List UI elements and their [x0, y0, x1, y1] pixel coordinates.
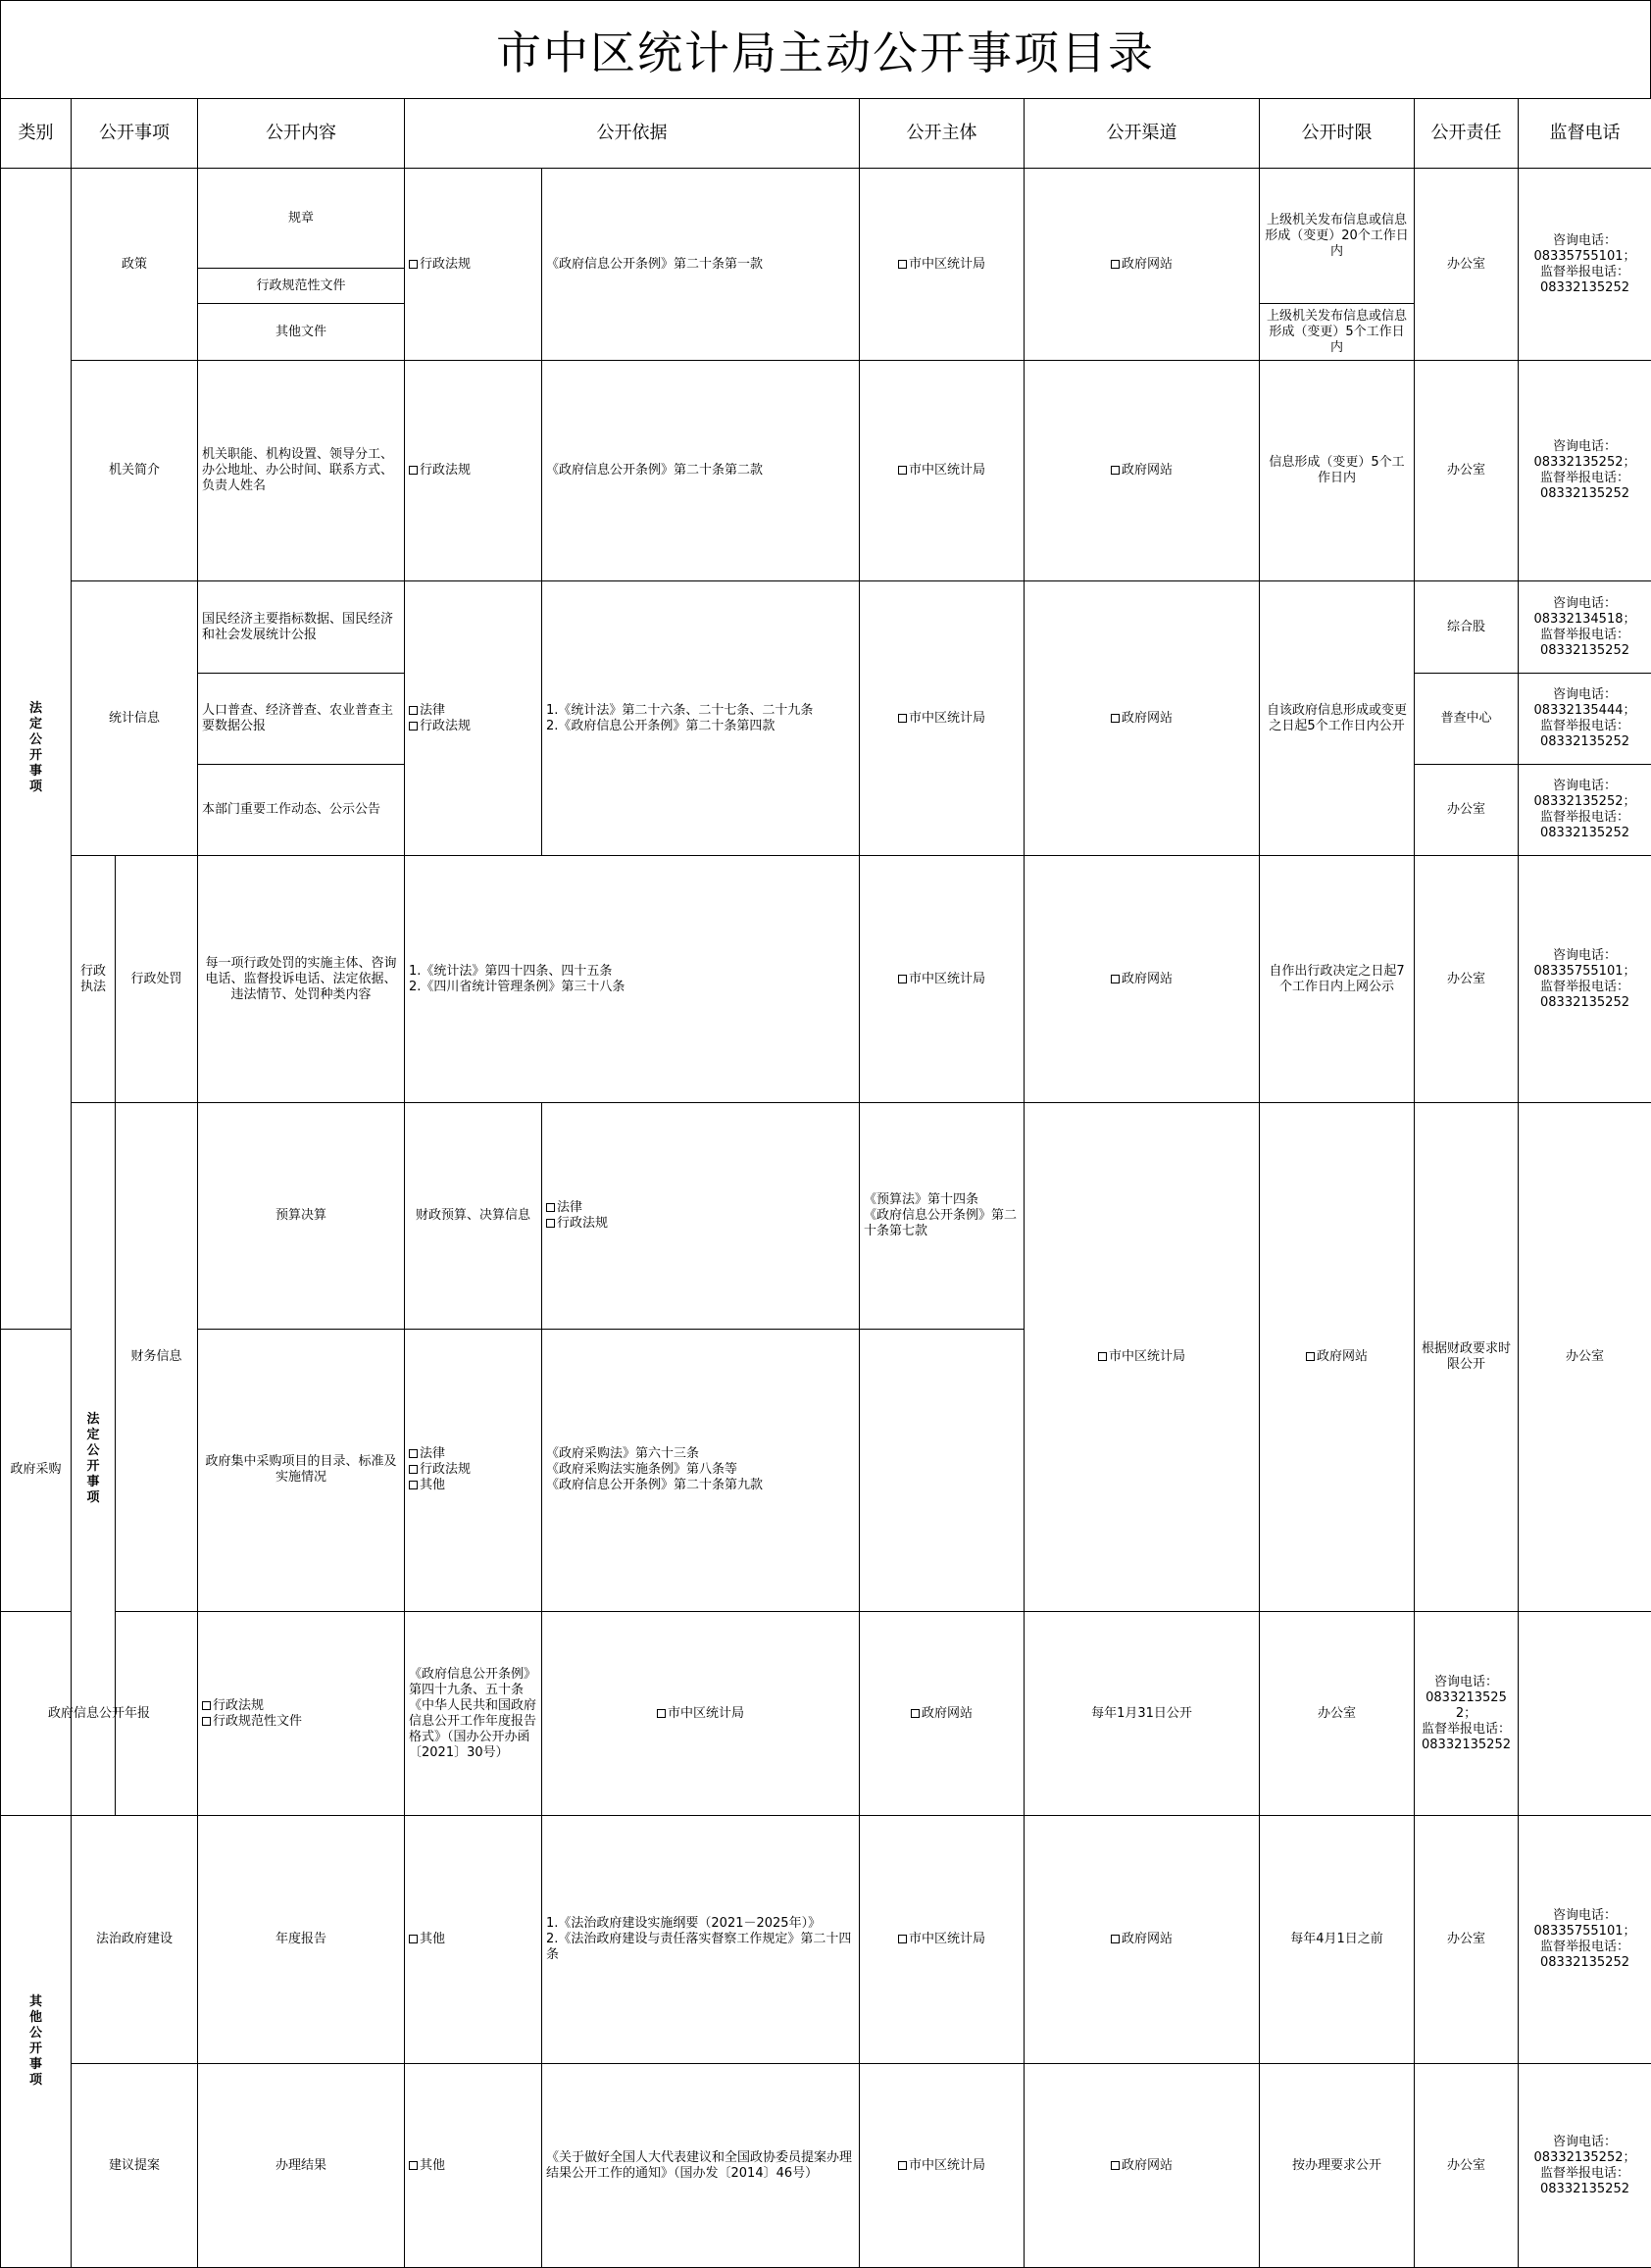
disclosure-table — [0, 98, 1651, 2268]
checkbox-icon — [409, 2161, 418, 2170]
checkbox-icon — [1111, 2161, 1120, 2170]
page-title: 市中区统计局主动公开事项目录 — [0, 0, 1651, 98]
checkbox-icon — [898, 260, 907, 269]
time-limit-cell: 自作出行政决定之日起7个工作日内上网公示 — [1260, 856, 1415, 1103]
category-cell: 其 他 公 开 事 项 — [1, 1816, 72, 2268]
header-time-limit: 公开时限 — [1260, 99, 1415, 169]
checkbox-icon — [898, 714, 907, 723]
time-limit-cell: 每年4月1日之前 — [1260, 1816, 1415, 2064]
content-cell: 本部门重要工作动态、公示公告 — [198, 765, 405, 856]
header-subject: 公开主体 — [860, 99, 1025, 169]
channel-cell: 政府网站 — [1025, 1816, 1260, 2064]
basis-cell: 1.《统计法》第四十四条、四十五条 2.《四川省统计管理条例》第三十八条 — [405, 856, 860, 1103]
item-cell: 预算决算 — [198, 1103, 405, 1330]
group-cell: 财务信息 — [116, 1103, 198, 1612]
responsibility-cell: 综合股 — [1415, 581, 1519, 674]
channel-cell: 政府网站 — [1025, 2064, 1260, 2268]
responsibility-cell: 办公室 — [1415, 361, 1519, 581]
checkbox-icon — [409, 1449, 418, 1458]
phone-cell: 咨询电话： 08332135252； 监督举报电话： 08332135252 — [1519, 765, 1651, 856]
item-cell: 机关简介 — [72, 361, 198, 581]
content-cell: 其他文件 — [198, 304, 405, 361]
responsibility-cell: 普查中心 — [1415, 674, 1519, 765]
basis-type-cell: 其他 — [405, 2064, 542, 2268]
header-channel: 公开渠道 — [1025, 99, 1260, 169]
item-cell: 政府信息公开年报 — [1, 1612, 198, 1816]
channel-cell: 政府网站 — [860, 1612, 1025, 1816]
responsibility-cell: 办公室 — [1415, 2064, 1519, 2268]
basis-type-cell: 法律 行政法规 — [405, 581, 542, 856]
item-cell: 统计信息 — [72, 581, 198, 856]
header-phone: 监督电话 — [1519, 99, 1651, 169]
table-row — [1, 1103, 1651, 1330]
basis-cell: 《政府信息公开条例》第二十条第二款 — [542, 361, 860, 581]
header-content: 公开内容 — [198, 99, 405, 169]
phone-cell: 咨询电话： 08332135252； 监督举报电话： 08332135252 — [1519, 361, 1651, 581]
basis-type-cell: 行政法规 行政规范性文件 — [198, 1612, 405, 1816]
checkbox-icon — [898, 975, 907, 983]
checkbox-icon — [911, 1709, 920, 1718]
time-limit-cell: 信息形成（变更）5个工作日内 — [1260, 361, 1415, 581]
checkbox-icon — [1098, 1352, 1107, 1361]
checkbox-icon — [1111, 714, 1120, 723]
table-row — [1, 581, 1651, 674]
content-cell: 人口普查、经济普查、农业普查主要数据公报 — [198, 674, 405, 765]
content-cell: 国民经济主要指标数据、国民经济和社会发展统计公报 — [198, 581, 405, 674]
item-cell: 建议提案 — [72, 2064, 198, 2268]
content-cell: 办理结果 — [198, 2064, 405, 2268]
time-limit-cell: 上级机关发布信息或信息形成（变更）5个工作日内 — [1260, 304, 1415, 361]
checkbox-icon — [409, 722, 418, 731]
phone-cell: 咨询电话： 08332135444； 监督举报电话： 08332135252 — [1519, 674, 1651, 765]
checkbox-icon — [409, 466, 418, 475]
checkbox-icon — [409, 1465, 418, 1474]
checkbox-icon — [1306, 1352, 1315, 1361]
responsibility-cell: 办公室 — [1260, 1612, 1415, 1816]
subject-cell: 市中区统计局 — [542, 1612, 860, 1816]
content-cell: 规章 — [198, 169, 405, 269]
item-cell: 行政处罚 — [116, 856, 198, 1103]
content-cell: 机关职能、机构设置、领导分工、办公地址、办公时间、联系方式、负责人姓名 — [198, 361, 405, 581]
responsibility-cell: 办公室 — [1415, 1816, 1519, 2064]
basis-cell: 《关于做好全国人大代表建议和全国政协委员提案办理结果公开工作的通知》（国办发〔2014〕46号） — [542, 2064, 860, 2268]
checkbox-icon — [898, 2161, 907, 2170]
subject-cell: 市中区统计局 — [860, 1816, 1025, 2064]
header-category: 类别 — [1, 99, 72, 169]
item-cell: 政策 — [72, 169, 198, 361]
checkbox-icon — [657, 1709, 666, 1718]
checkbox-icon — [1111, 975, 1120, 983]
basis-cell: 1.《统计法》第二十六条、二十七条、二十九条 2.《政府信息公开条例》第二十条第四款 — [542, 581, 860, 856]
checkbox-icon — [409, 1481, 418, 1489]
header-row — [1, 99, 1651, 169]
time-limit-cell: 按办理要求公开 — [1260, 2064, 1415, 2268]
item-cell: 法治政府建设 — [72, 1816, 198, 2064]
subject-cell: 市中区统计局 — [1025, 1103, 1260, 1612]
checkbox-icon — [202, 1717, 211, 1726]
category-cell: 法 定 公 开 事 项 — [1, 169, 72, 1330]
checkbox-icon — [898, 466, 907, 475]
subject-cell: 市中区统计局 — [860, 2064, 1025, 2268]
basis-type-cell: 行政法规 — [405, 361, 542, 581]
category-cell: 法 定 公 开 事 项 — [72, 1103, 116, 1816]
channel-cell: 政府网站 — [1025, 361, 1260, 581]
content-cell: 每一项行政处罚的实施主体、咨询电话、监督投诉电话、法定依据、违法情节、处罚种类内容 — [198, 856, 405, 1103]
basis-type-cell: 法律 行政法规 其他 — [405, 1329, 542, 1611]
checkbox-icon — [409, 706, 418, 715]
subject-cell: 市中区统计局 — [860, 169, 1025, 361]
time-limit-cell: 上级机关发布信息或信息形成（变更）20个工作日内 — [1260, 169, 1415, 304]
checkbox-icon — [1111, 260, 1120, 269]
basis-cell: 《政府信息公开条例》第二十条第一款 — [542, 169, 860, 361]
channel-cell: 政府网站 — [1260, 1103, 1415, 1612]
phone-cell: 咨询电话： 08335755101； 监督举报电话： 08332135252 — [1519, 169, 1651, 361]
responsibility-cell: 办公室 — [1415, 856, 1519, 1103]
content-cell: 政府集中采购项目的目录、标准及实施情况 — [198, 1329, 405, 1611]
basis-cell: 《预算法》第十四条 《政府信息公开条例》第二十条第七款 — [860, 1103, 1025, 1330]
table-row — [1, 1612, 1651, 1816]
channel-cell: 政府网站 — [1025, 169, 1260, 361]
checkbox-icon — [546, 1203, 555, 1212]
basis-cell: 《政府采购法》第六十三条 《政府采购法实施条例》第八条等 《政府信息公开条例》第二十条第九款 — [542, 1329, 860, 1611]
checkbox-icon — [409, 260, 418, 269]
time-limit-cell: 每年1月31日公开 — [1025, 1612, 1260, 1816]
table-row — [1, 361, 1651, 581]
checkbox-icon — [202, 1701, 211, 1710]
item-cell: 政府采购 — [1, 1329, 72, 1611]
content-cell: 年度报告 — [198, 1816, 405, 2064]
table-row — [1, 856, 1651, 1103]
basis-cell: 《政府信息公开条例》第四十九条、五十条 《中华人民共和国政府信息公开工作年度报告格式》（国办公开办函〔2021〕30号） — [405, 1612, 542, 1816]
checkbox-icon — [1111, 1935, 1120, 1943]
header-basis: 公开依据 — [405, 99, 860, 169]
group-cell: 行政执法 — [72, 856, 116, 1103]
table-row — [1, 1816, 1651, 2064]
phone-cell: 咨询电话： 08332135252； 监督举报电话： 08332135252 — [1415, 1612, 1519, 1816]
responsibility-cell: 办公室 — [1415, 169, 1519, 361]
table-row — [1, 2064, 1651, 2268]
phone-cell: 咨询电话： 08335755101； 监督举报电话： 08332135252 — [1519, 1816, 1651, 2064]
basis-cell: 1.《法治政府建设实施纲要（2021－2025年）》 2.《法治政府建设与责任落实督察工作规定》第二十四条 — [542, 1816, 860, 2064]
basis-type-cell: 法律 行政法规 — [542, 1103, 860, 1330]
phone-cell: 咨询电话： 08332134518； 监督举报电话： 08332135252 — [1519, 581, 1651, 674]
basis-type-cell: 其他 — [405, 1816, 542, 2064]
content-cell: 财政预算、决算信息 — [405, 1103, 542, 1330]
subject-cell: 市中区统计局 — [860, 361, 1025, 581]
checkbox-icon — [546, 1219, 555, 1228]
time-limit-cell: 自该政府信息形成或变更之日起5个工作日内公开 — [1260, 581, 1415, 856]
responsibility-cell: 办公室 — [1519, 1103, 1651, 1612]
content-cell: 行政规范性文件 — [198, 269, 405, 304]
checkbox-icon — [409, 1935, 418, 1943]
checkbox-icon — [1111, 466, 1120, 475]
phone-cell: 咨询电话： 08332135252； 监督举报电话： 08332135252 — [1519, 2064, 1651, 2268]
responsibility-cell: 办公室 — [1415, 765, 1519, 856]
subject-cell: 市中区统计局 — [860, 581, 1025, 856]
channel-cell: 政府网站 — [1025, 581, 1260, 856]
header-item: 公开事项 — [72, 99, 198, 169]
checkbox-icon — [898, 1935, 907, 1943]
table-row — [1, 169, 1651, 269]
channel-cell: 政府网站 — [1025, 856, 1260, 1103]
basis-type-cell: 行政法规 — [405, 169, 542, 361]
time-limit-cell: 根据财政要求时限公开 — [1415, 1103, 1519, 1612]
subject-cell: 市中区统计局 — [860, 856, 1025, 1103]
header-responsibility: 公开责任 — [1415, 99, 1519, 169]
phone-cell: 咨询电话： 08335755101； 监督举报电话： 08332135252 — [1519, 856, 1651, 1103]
